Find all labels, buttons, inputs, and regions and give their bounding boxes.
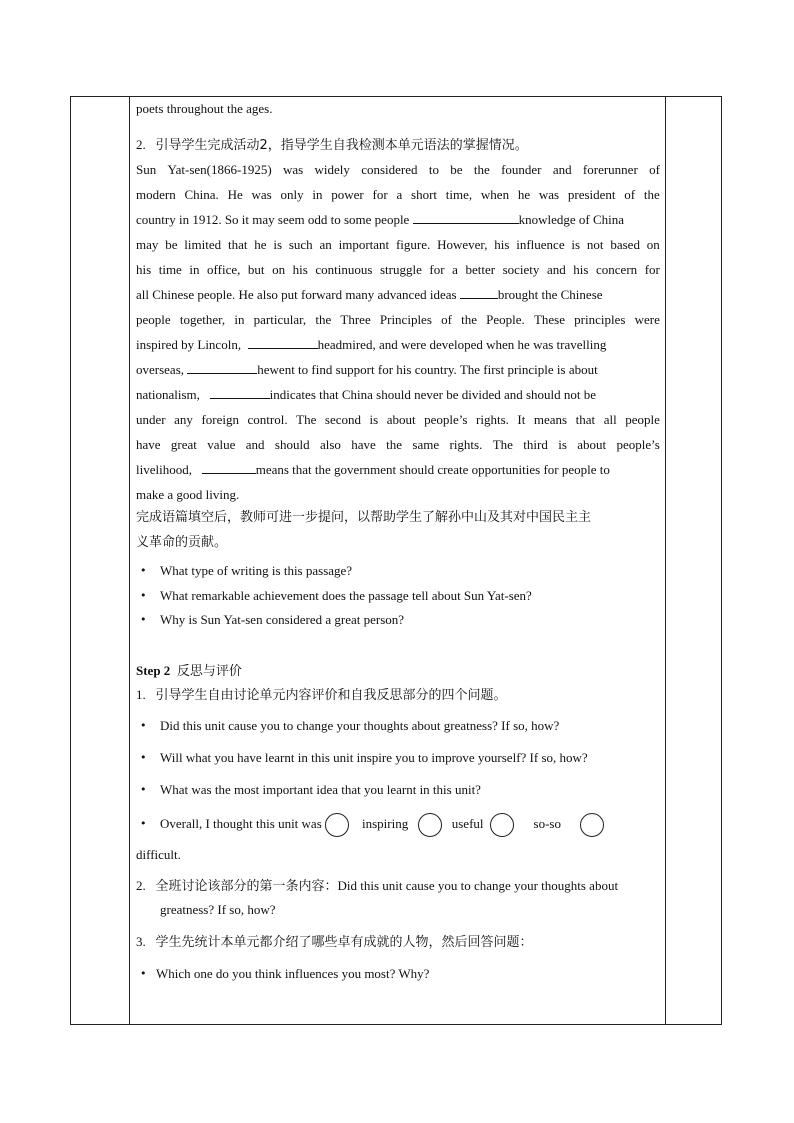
word: on	[272, 262, 286, 277]
word: The	[296, 412, 317, 427]
fill-blank-6[interactable]	[202, 461, 256, 474]
bullet-icon: •	[140, 589, 147, 602]
word: People.	[486, 312, 525, 327]
word: such	[288, 237, 313, 252]
fill-blank-3[interactable]	[248, 336, 318, 349]
teacher-note: 完成语篇填空后，教师可进一步提问，以帮助学生了解孙中山及其对中国民主主	[136, 510, 592, 525]
word: is	[273, 237, 283, 252]
word: people	[136, 312, 171, 327]
passage-line: make a good living.	[136, 487, 240, 502]
word: should	[274, 437, 310, 452]
word: the	[473, 162, 490, 177]
rating-circle-so-so[interactable]	[490, 813, 514, 837]
passage-line	[136, 411, 660, 429]
column-divider-left	[129, 97, 130, 1024]
bullet-icon: •	[140, 817, 147, 830]
word: that	[227, 237, 248, 252]
word: about	[577, 437, 607, 452]
text-line: poets throughout the ages.	[136, 101, 273, 116]
word: office,	[207, 262, 241, 277]
word: influence	[516, 237, 565, 252]
word: also	[319, 437, 341, 452]
word: the	[461, 312, 477, 327]
word: time,	[445, 187, 473, 202]
word: Yat-sen(1866-1925)	[167, 162, 272, 177]
word: He	[227, 187, 243, 202]
word: founder	[501, 162, 542, 177]
word: have	[136, 437, 161, 452]
fill-blank-1[interactable]	[413, 211, 519, 224]
word: is	[558, 437, 567, 452]
column-divider-right	[665, 97, 666, 1024]
word: was	[282, 162, 304, 177]
word: any	[174, 412, 193, 427]
word: a	[452, 262, 458, 277]
word: of	[624, 187, 636, 202]
word: when	[480, 187, 510, 202]
word: be	[450, 162, 463, 177]
passage-line	[136, 186, 660, 204]
word: principles	[574, 312, 626, 327]
word: for	[644, 262, 660, 277]
word: great	[170, 437, 197, 452]
word: in	[234, 312, 245, 327]
word: and	[546, 262, 566, 277]
bullet-icon: •	[140, 564, 147, 577]
word: a	[396, 187, 403, 202]
step-2-item-2: 2. 全班讨论该部分的第一条内容：Did this unit cause you to change your thoughts about	[136, 878, 619, 894]
passage-line: country in 1912. So it may seem odd to some people knowledge of China	[136, 212, 624, 227]
word: is	[369, 412, 379, 427]
word: about	[386, 412, 416, 427]
word: his	[573, 262, 589, 277]
word: The	[492, 437, 513, 452]
word: people	[625, 412, 660, 427]
word: president	[567, 187, 616, 202]
word: not	[586, 237, 604, 252]
word: Principles	[379, 312, 432, 327]
word: Sun	[136, 162, 157, 177]
word: concern	[596, 262, 638, 277]
rating-circle-useful[interactable]	[418, 813, 442, 837]
word: better	[465, 262, 496, 277]
word: was	[538, 187, 560, 202]
word: limited	[184, 237, 222, 252]
word: all	[603, 412, 617, 427]
passage-line	[136, 161, 660, 179]
word: was	[251, 187, 272, 202]
word: be	[165, 237, 178, 252]
word: the	[315, 312, 332, 327]
word: second	[324, 412, 361, 427]
bullet-icon: •	[140, 967, 147, 980]
word: considered	[361, 162, 418, 177]
word: in	[312, 187, 323, 202]
step-2-item-1: 1. 引导学生自由讨论单元内容评价和自我反思部分的四个问题。	[136, 687, 507, 703]
word: same	[412, 437, 440, 452]
word: his	[136, 262, 152, 277]
word: and	[245, 437, 265, 452]
passage-line	[136, 311, 660, 329]
bullet-icon: •	[140, 719, 147, 732]
rating-circle-difficult[interactable]	[580, 813, 604, 837]
teacher-note: 义革命的贡献。	[136, 535, 228, 550]
bullet-icon: •	[140, 751, 147, 764]
word: widely	[314, 162, 350, 177]
word: and	[552, 162, 572, 177]
word: third	[523, 437, 548, 452]
word: only	[280, 187, 304, 202]
word: an	[319, 237, 332, 252]
passage-line	[136, 436, 660, 454]
passage-line: overseas, hewent to find support for his country. The first principle is about	[136, 362, 598, 377]
activity-2-instruction: 2. 引导学生完成活动2，指导学生自我检测本单元语法的掌握情况。	[136, 137, 528, 153]
word: is	[571, 237, 581, 252]
word: of	[441, 312, 452, 327]
word: However,	[437, 237, 488, 252]
word: particular,	[253, 312, 307, 327]
word: were	[634, 312, 660, 327]
rating-row: • Overall, I thought this unit was inspiring useful so-so	[136, 809, 660, 839]
word: continuous	[315, 262, 373, 277]
passage-line: livelihood, means that the government should create opportunities for people to	[136, 462, 610, 477]
fill-blank-4[interactable]	[187, 361, 257, 374]
word: based	[610, 237, 640, 252]
word: modern	[136, 187, 176, 202]
fill-blank-5[interactable]	[210, 386, 270, 399]
word: he	[517, 187, 531, 202]
word: he	[254, 237, 267, 252]
word: that	[575, 412, 596, 427]
step-2-item-3: 3. 学生先统计本单元都介绍了哪些卓有成就的人物，然后回答问题：	[136, 934, 533, 950]
word: rights.	[476, 412, 509, 427]
word: on	[646, 237, 660, 252]
rating-circle-inspiring[interactable]	[325, 813, 349, 837]
word: forerunner	[582, 162, 638, 177]
word: under	[136, 412, 166, 427]
passage-line: all Chinese people. He also put forward many advanced ideas brought the Chinese	[136, 287, 603, 302]
word: together,	[179, 312, 226, 327]
word: It	[517, 412, 526, 427]
rating-row-continued: difficult.	[136, 847, 181, 862]
bullet-icon: •	[140, 613, 147, 626]
word: figure.	[395, 237, 431, 252]
step-2-item-2-continued: greatness? If so, how?	[160, 902, 276, 917]
word: his	[494, 237, 510, 252]
word: his	[292, 262, 308, 277]
word: important	[338, 237, 390, 252]
word: time	[158, 262, 182, 277]
passage-line: inspired by Lincoln, headmired, and were developed when he was travelling	[136, 337, 607, 352]
passage-line	[136, 261, 660, 279]
word: the	[386, 437, 403, 452]
word: foreign	[201, 412, 239, 427]
word: These	[533, 312, 565, 327]
word: people’s	[424, 412, 468, 427]
word: for	[429, 262, 445, 277]
word: of	[649, 162, 660, 177]
word: for	[372, 187, 388, 202]
word: rights.	[449, 437, 483, 452]
word: the	[643, 187, 660, 202]
word: power	[331, 187, 364, 202]
word: people’s	[616, 437, 660, 452]
bullet-icon: •	[140, 783, 147, 796]
word: struggle	[379, 262, 422, 277]
word: to	[428, 162, 439, 177]
word: may	[136, 237, 159, 252]
word: means	[533, 412, 568, 427]
word: China.	[184, 187, 219, 202]
word: in	[189, 262, 200, 277]
word: but	[247, 262, 265, 277]
fill-blank-2[interactable]	[460, 286, 498, 299]
word: value	[207, 437, 236, 452]
word: society	[502, 262, 540, 277]
word: short	[411, 187, 438, 202]
step-2-heading: Step 2 反思与评价	[136, 663, 242, 679]
word: have	[351, 437, 376, 452]
passage-line: nationalism, indicates that China should never be divided and should not be	[136, 387, 597, 402]
word: Three	[340, 312, 371, 327]
word: control.	[247, 412, 288, 427]
passage-line	[136, 236, 660, 254]
